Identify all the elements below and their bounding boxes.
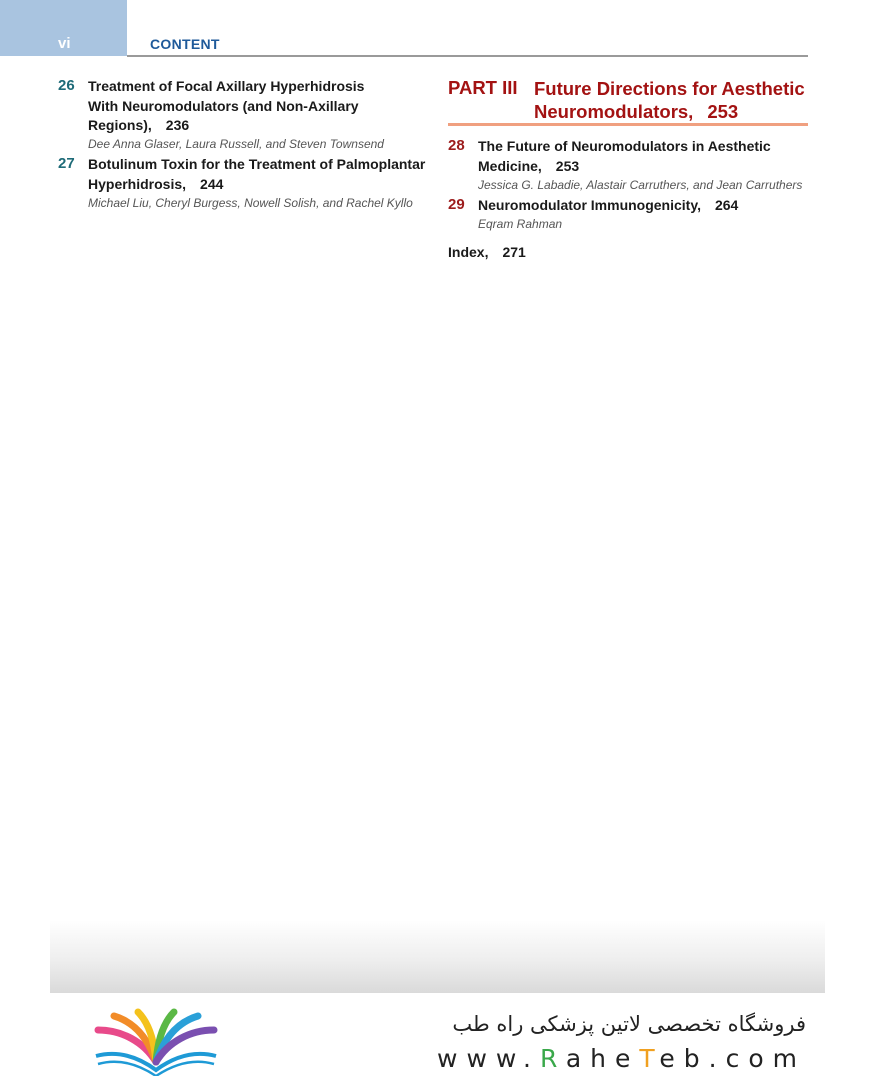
index-page: 271 (502, 244, 526, 260)
chapter-title: Botulinum Toxin for the Treatment of Palmoplantar Hyperhidrosis, 244 (88, 156, 426, 192)
chapter-authors: Michael Liu, Cheryl Burgess, Nowell Solish, and Rachel Kyllo (88, 196, 413, 210)
chapter-authors: Eqram Rahman (478, 217, 563, 231)
index-entry[interactable]: Index, 271 (448, 244, 526, 260)
chapter-title: Treatment of Focal Axillary Hyperhidrosis With Neuromodulators (and Non-Axillary Regions), 236 (88, 78, 365, 133)
store-name: فروشگاه تخصصی لاتین پزشکی راه طب (452, 1012, 806, 1036)
part-rule (448, 123, 808, 126)
chapter-title: Neuromodulator Immunogenicity, 264 (478, 197, 739, 213)
chapter-page: 236 (165, 117, 190, 133)
chapter-authors: Dee Anna Glaser, Laura Russell, and Steven Townsend (88, 137, 384, 151)
running-head: CONTENT (150, 36, 220, 52)
part-title[interactable]: Future Directions for Aesthetic Neuromodulators, 253 (534, 78, 805, 122)
header-rule (127, 55, 808, 57)
part-page: 253 (707, 101, 739, 122)
chapter-title: The Future of Neuromodulators in Aesthetic Medicine, 253 (478, 138, 771, 174)
footer-shade (50, 920, 825, 993)
chapter-number: 28 (448, 137, 465, 154)
chapter-number: 29 (448, 196, 465, 213)
chapter-authors: Jessica G. Labadie, Alastair Carruthers, and Jean Carruthers (478, 178, 803, 192)
chapter-page: 253 (555, 157, 580, 174)
chapter-number: 26 (58, 77, 75, 94)
part-label: PART III (448, 77, 518, 98)
store-url[interactable]: www.RaheTeb.com (437, 1044, 806, 1073)
open-book-logo-icon (92, 1008, 220, 1076)
chapter-page: 264 (714, 197, 739, 213)
page-number: vi (58, 35, 71, 52)
chapter-page: 244 (200, 175, 224, 192)
chapter-number: 27 (58, 155, 75, 172)
